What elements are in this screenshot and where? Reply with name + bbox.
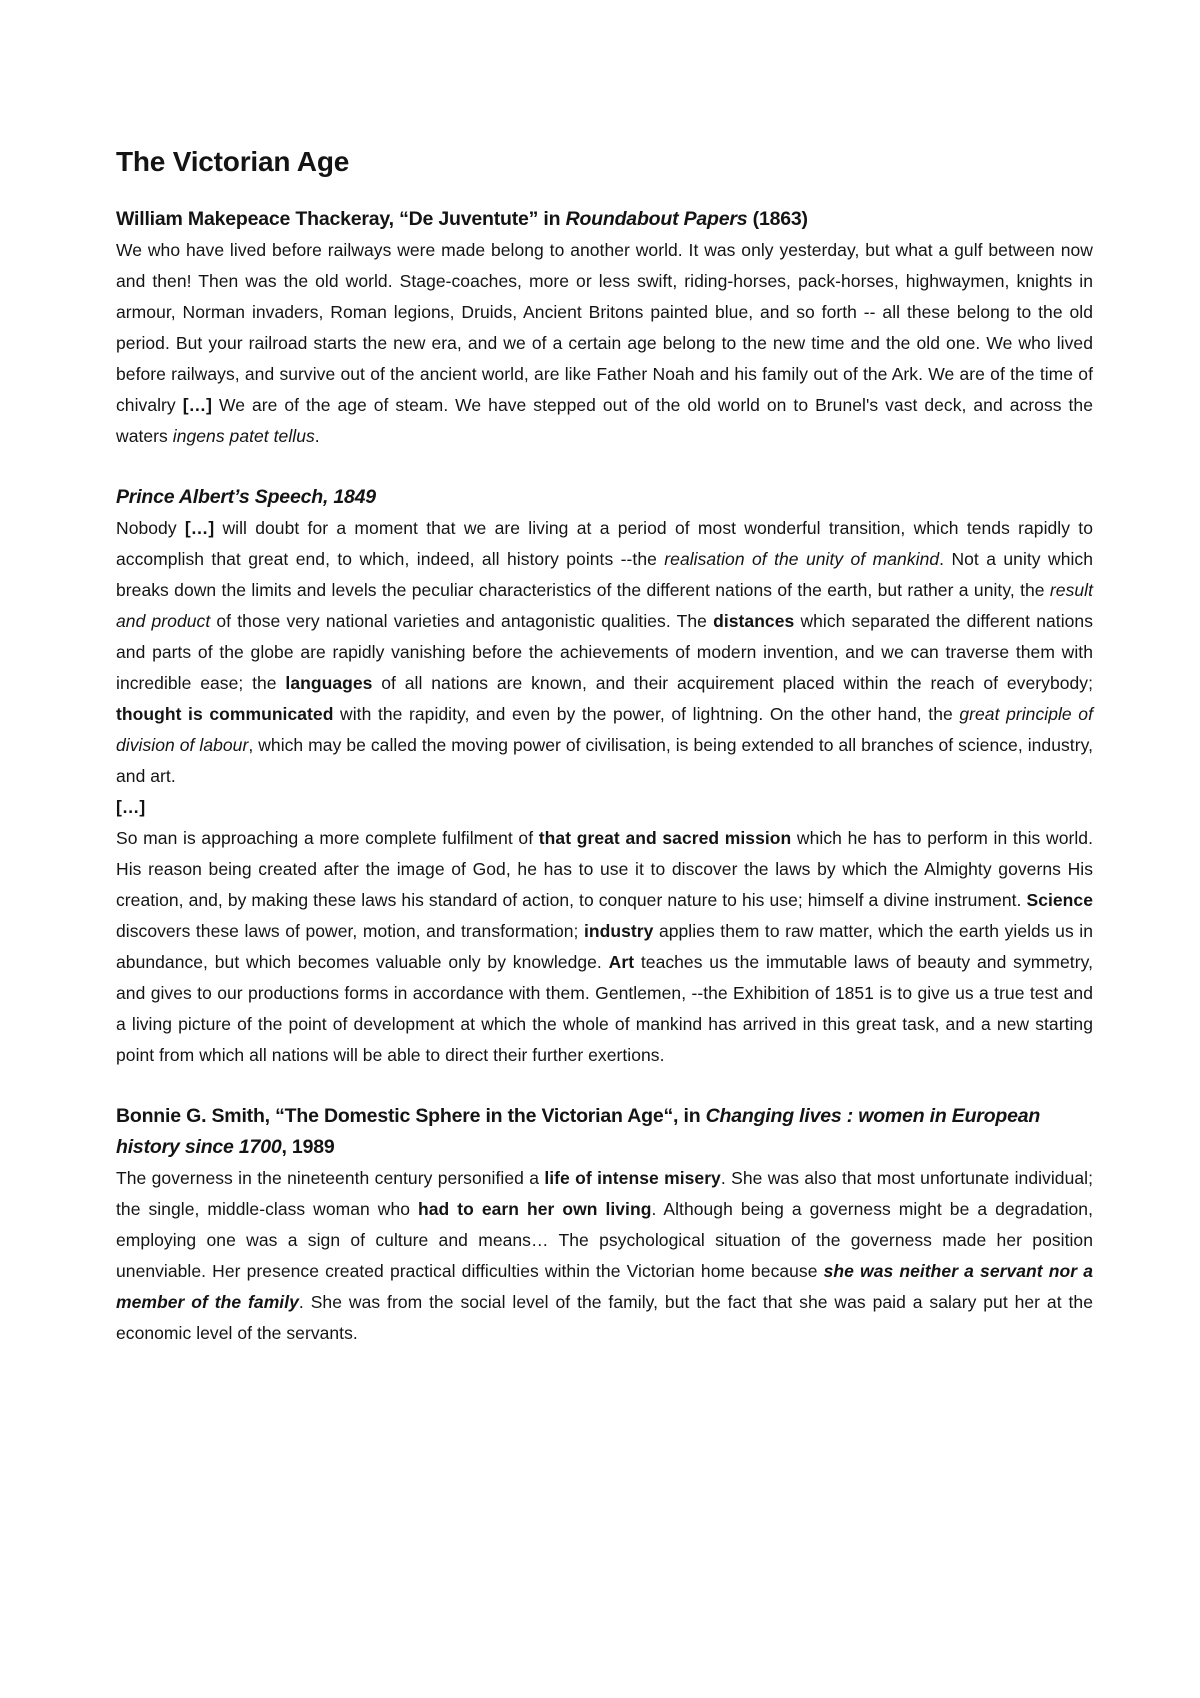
text-run: . Not a unity which breaks down the limits and levels the peculiar characteristics of the different nations of the earth, but rather a unity, the — [116, 549, 1093, 600]
section-thackeray — [116, 204, 1093, 452]
section-bonnie-smith — [116, 1101, 1093, 1349]
text-run: , which may be called the moving power of civilisation, is being extended to all branches of science, industry, and art. — [116, 735, 1093, 786]
paragraph-thackeray — [116, 235, 1093, 452]
text-run: We are of the age of steam. We have stepped out of the old world on to Brunel's vast deck, and across the waters — [116, 395, 1093, 446]
italic-run: great principle of division of labour — [116, 704, 1093, 755]
text-run: So man is approaching a more complete fulfilment of — [116, 828, 539, 848]
paragraph-albert-1 — [116, 513, 1093, 792]
text-run: discovers these laws of power, motion, and transformation; — [116, 921, 584, 941]
bold-run: industry — [583, 921, 654, 941]
italic-run: ingens patet tellus — [172, 426, 315, 446]
italic-run: realisation of the unity of mankind — [664, 549, 940, 569]
section-heading-bonnie-smith — [116, 1101, 1093, 1163]
bold-run: Art — [608, 952, 635, 972]
heading-work-title: Roundabout Papers — [565, 208, 748, 230]
text-run: We who have lived before railways were made belong to another world. It was only yesterday, but what a gulf between now and then! Then was the old world. Stage-coaches, more or less swift, riding-horses, pack-horses, highwaymen, knights in armour, Norman invaders, Roman legions, Druids, Ancient Britons painted blue, and so forth -- all these belong to the old period. But your railroad starts the new era, and we of a certain age belong to the new time and the old one. We who lived before railways, and survive out of the ancient world, are like Father Noah and his family out of the Ark. We are of the time of chivalry — [116, 240, 1093, 415]
bold-run: […] — [182, 395, 212, 415]
bold-italic-run: she was neither a servant nor a member of the family — [116, 1261, 1093, 1312]
italic-run: result and product — [116, 580, 1093, 631]
text-run: applies them to raw matter, which the earth yields us in abundance, but which becomes valuable only by knowledge. — [116, 921, 1093, 972]
bold-run: life of intense misery — [544, 1168, 721, 1188]
text-run: . She was from the social level of the family, but the fact that she was paid a salary put her at the economic level of the servants. — [116, 1292, 1093, 1343]
paragraph-governess — [116, 1163, 1093, 1349]
text-run: of all nations are known, and their acquirement placed within the reach of everybody; — [372, 673, 1093, 693]
paragraph-albert-2 — [116, 823, 1093, 1071]
text-run: . — [314, 426, 320, 446]
section-heading-thackeray — [116, 204, 1093, 235]
bold-run: distances — [713, 611, 795, 631]
heading-work-title: Changing lives : women in European history since 1700 — [116, 1105, 1041, 1158]
text-run: which separated the different nations and parts of the globe are rapidly vanishing before the achievements of modern invention, and we can traverse them with incredible ease; the — [116, 611, 1093, 693]
text-run: teaches us the immutable laws of beauty and symmetry, and gives to our productions forms in accordance with them. Gentlemen, --the Exhibition of 1851 is to give us a true test and a living picture of the point of development at which the whole of mankind has arrived in this great task, and a new starting point from which all nations will be able to direct their further exertions. — [116, 952, 1093, 1065]
heading-author: Bonnie G. Smith, “The Domestic Sphere in the Victorian Age“, in — [116, 1105, 706, 1127]
text-run: . Although being a governess might be a degradation, employing one was a sign of culture and means… The psychological situation of the governess made her position unenviable. Her presence created practical difficulties within the Victorian home because — [116, 1199, 1093, 1281]
text-run: Nobody — [116, 518, 185, 538]
text-run: of those very national varieties and antagonistic qualities. The — [210, 611, 714, 631]
heading-year: (1863) — [747, 208, 808, 230]
heading-author: William Makepeace Thackeray, “De Juventute” in — [116, 208, 566, 230]
bold-run: that great and sacred mission — [538, 828, 792, 848]
text-run: The governess in the nineteenth century personified a — [116, 1168, 545, 1188]
bold-run: Science — [1026, 890, 1093, 910]
text-run: . She was also that most unfortunate individual; the single, middle-class woman who — [116, 1168, 1093, 1219]
bold-run: […] — [184, 518, 215, 538]
heading-text: Prince Albert’s Speech, 1849 — [116, 486, 376, 508]
bold-run: thought is communicated — [116, 704, 334, 724]
bold-run: had to earn her own living — [418, 1199, 652, 1219]
section-prince-albert — [116, 482, 1093, 1071]
document-title: The Victorian Age — [116, 146, 350, 177]
text-run: which he has to perform in this world. His reason being created after the image of God, he has to use it to discover the laws by which the Almighty governs His creation, and, by making these laws his standard of action, to conquer nature to his use; himself a divine instrument. — [116, 828, 1093, 910]
heading-year: , 1989 — [281, 1136, 335, 1158]
section-heading-prince-albert — [116, 482, 1093, 513]
omission-marker: […] — [116, 797, 146, 817]
text-run: will doubt for a moment that we are living at a period of most wonderful transition, which tends rapidly to accomplish that great end, to which, indeed, all history points --the — [116, 518, 1094, 569]
text-run: with the rapidity, and even by the power, of lightning. On the other hand, the — [333, 704, 960, 724]
bold-run: languages — [285, 673, 373, 693]
